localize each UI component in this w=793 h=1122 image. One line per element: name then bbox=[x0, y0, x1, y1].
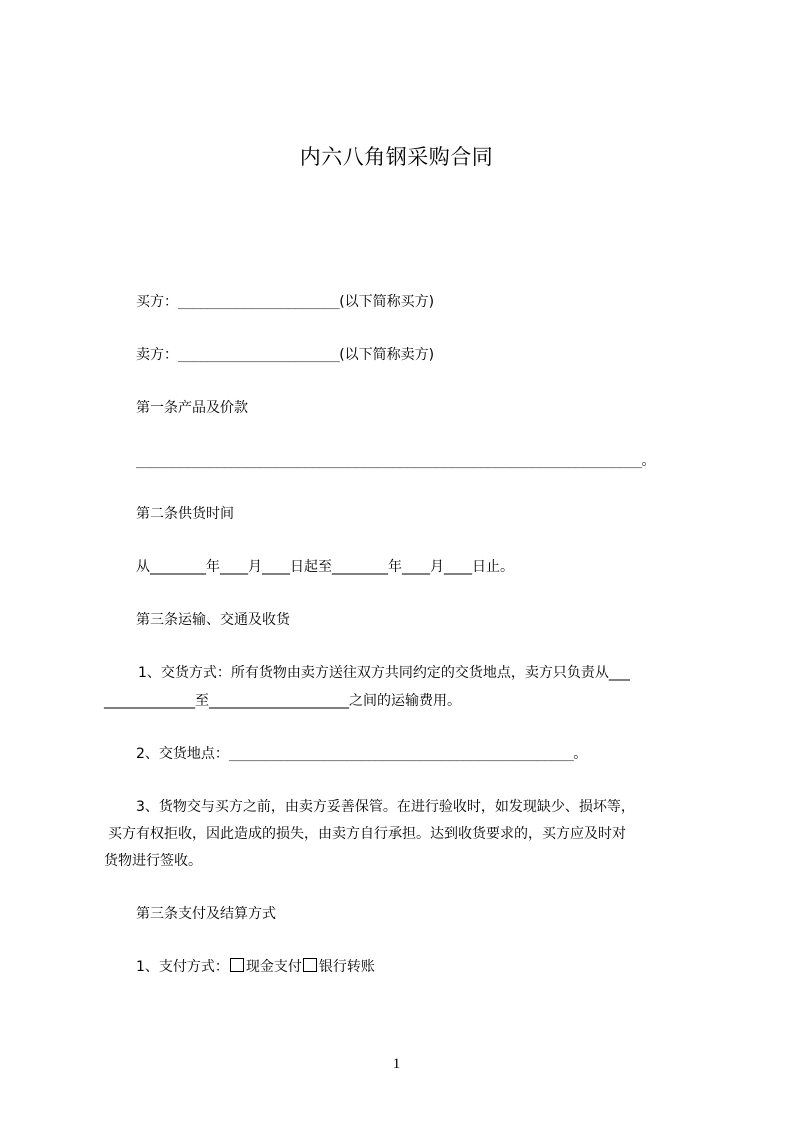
article3-item1-line2: _____________至____________________之间的运输费用。 bbox=[104, 693, 461, 709]
article3-item1-line1: 1、交货方式：所有货物由卖方送往双方共同约定的交货地点，卖方只负责从___ bbox=[138, 665, 630, 681]
bank-transfer-checkbox[interactable] bbox=[303, 958, 317, 972]
payment-method-line bbox=[136, 957, 375, 977]
article3-item2-label: 2、交货地点： bbox=[136, 746, 229, 762]
article1-heading: 第一条产品及价款 bbox=[136, 400, 248, 416]
seller-line bbox=[136, 345, 434, 366]
article3-item3-line2: 买方有权拒收，因此造成的损失，由卖方自行承担。达到收货要求的，买方应及时对 bbox=[108, 826, 626, 842]
article2-date-line: 从________年____月____日起至________年____月____日止。 bbox=[136, 559, 514, 575]
article3-item3-line1: 3、货物交与买方之前，由卖方妥善保管。在进行验收时，如发现缺少、损坏等， bbox=[136, 799, 635, 815]
buyer-label: 买方： bbox=[136, 294, 178, 310]
buyer-line bbox=[136, 292, 434, 313]
article3-item2-line bbox=[136, 744, 587, 765]
article1-blank: _____________________________________________________________________ bbox=[136, 454, 642, 469]
document-title: 内六八角钢采购合同 bbox=[299, 145, 494, 169]
payment-method-label: 1、支付方式： bbox=[136, 959, 229, 975]
article2-heading: 第二条供货时间 bbox=[136, 506, 234, 522]
seller-suffix: (以下简称卖方) bbox=[339, 347, 435, 363]
seller-blank: ______________________ bbox=[178, 348, 340, 363]
cash-checkbox[interactable] bbox=[230, 958, 244, 972]
cash-option-label: 现金支付 bbox=[245, 959, 302, 975]
article3-item3-line3: 货物进行签收。 bbox=[104, 853, 202, 869]
buyer-suffix: (以下简称买方) bbox=[339, 294, 435, 310]
article1-end: 。 bbox=[641, 453, 656, 469]
article3-item2-end: 。 bbox=[573, 746, 588, 762]
article3-heading: 第三条运输、交通及收货 bbox=[136, 612, 290, 628]
article4-heading: 第三条支付及结算方式 bbox=[136, 906, 276, 922]
article1-blank-line bbox=[136, 451, 656, 472]
seller-label: 卖方： bbox=[136, 347, 178, 363]
article3-item2-blank: _______________________________________________ bbox=[228, 747, 574, 762]
buyer-blank: ______________________ bbox=[178, 295, 340, 310]
bank-transfer-option-label: 银行转账 bbox=[318, 959, 375, 975]
page-number: 1 bbox=[392, 1056, 401, 1072]
